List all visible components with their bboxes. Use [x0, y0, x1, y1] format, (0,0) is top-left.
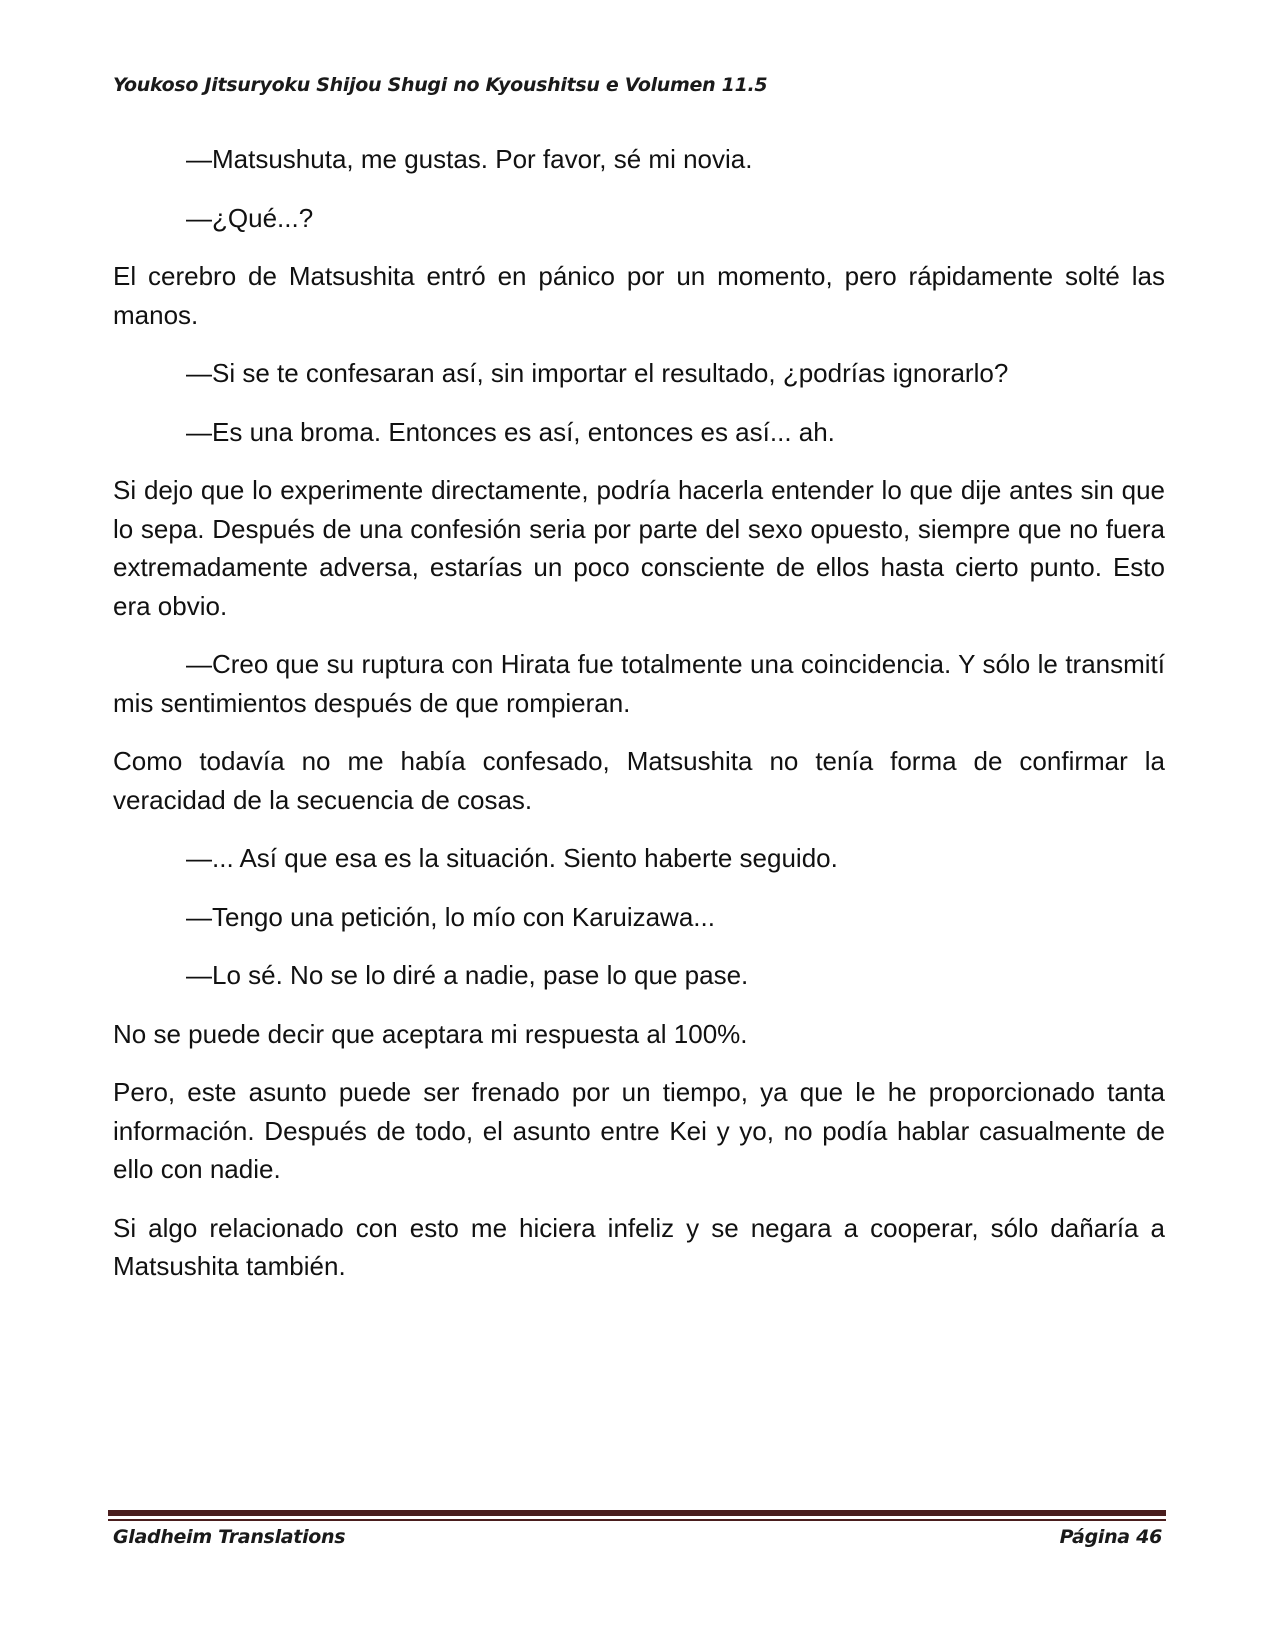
header-title: Youkoso Jitsuryoku Shijou Shugi no Kyoushitsu e Volumen 11.5 — [113, 74, 768, 96]
paragraph-dialogue: —Si se te confesaran así, sin importar el resultado, ¿podrías ignorarlo? — [186, 358, 1009, 388]
paragraph-dialogue: —... Así que esa es la situación. Siento haberte seguido. — [186, 843, 838, 873]
paragraph-narration: El cerebro de Matsushita entró en pánico por un momento, pero rápidamente solté las manos. — [113, 261, 1165, 330]
paragraph-dialogue: —Es una broma. Entonces es así, entonces es así... ah. — [186, 416, 835, 447]
paragraph-dialogue: —Tengo una petición, lo mío con Karuizawa... — [186, 901, 715, 932]
paragraph-dialogue: —¿Qué...? — [186, 202, 314, 233]
paragraph-dialogue: —Creo que su ruptura con Hirata fue totalmente una coincidencia. Y sólo le transmití mis sentimientos después de que rompieran. — [113, 649, 1165, 718]
footer-divider-thick — [108, 1510, 1166, 1516]
paragraph-narration: Pero, este asunto puede ser frenado por un tiempo, ya que le he proporcionado tanta información. Después de todo, el asunto entre Kei y yo, no podía hablar casualmente de ello con nadie. — [113, 1077, 1165, 1184]
paragraph-dialogue: —Lo sé. No se lo diré a nadie, pase lo que pase. — [186, 960, 749, 990]
body-text — [113, 140, 1165, 1306]
footer-divider-thin — [108, 1519, 1166, 1521]
paragraph-dialogue: —Matsushuta, me gustas. Por favor, sé mi novia. — [186, 144, 753, 174]
footer-page-number: Página 46 — [1059, 1526, 1162, 1548]
paragraph-narration: Si algo relacionado con esto me hiciera infeliz y se negara a cooperar, sólo dañaría a Matsushita también. — [113, 1212, 1165, 1281]
paragraph-narration: No se puede decir que aceptara mi respuesta al 100%. — [113, 1018, 748, 1049]
footer-publisher: Gladheim Translations — [113, 1526, 346, 1548]
paragraph-narration: Como todavía no me había confesado, Matsushita no tenía forma de confirmar la veracidad de la secuencia de cosas. — [113, 746, 1165, 815]
paragraph-narration: Si dejo que lo experimente directamente, podría hacerla entender lo que dije antes sin que lo sepa. Después de una confesión seria por parte del sexo opuesto, siempre que no fuera extremadamente adversa, estarías un poco consciente de ellos hasta cierto punto. Esto era obvio. — [113, 475, 1165, 621]
